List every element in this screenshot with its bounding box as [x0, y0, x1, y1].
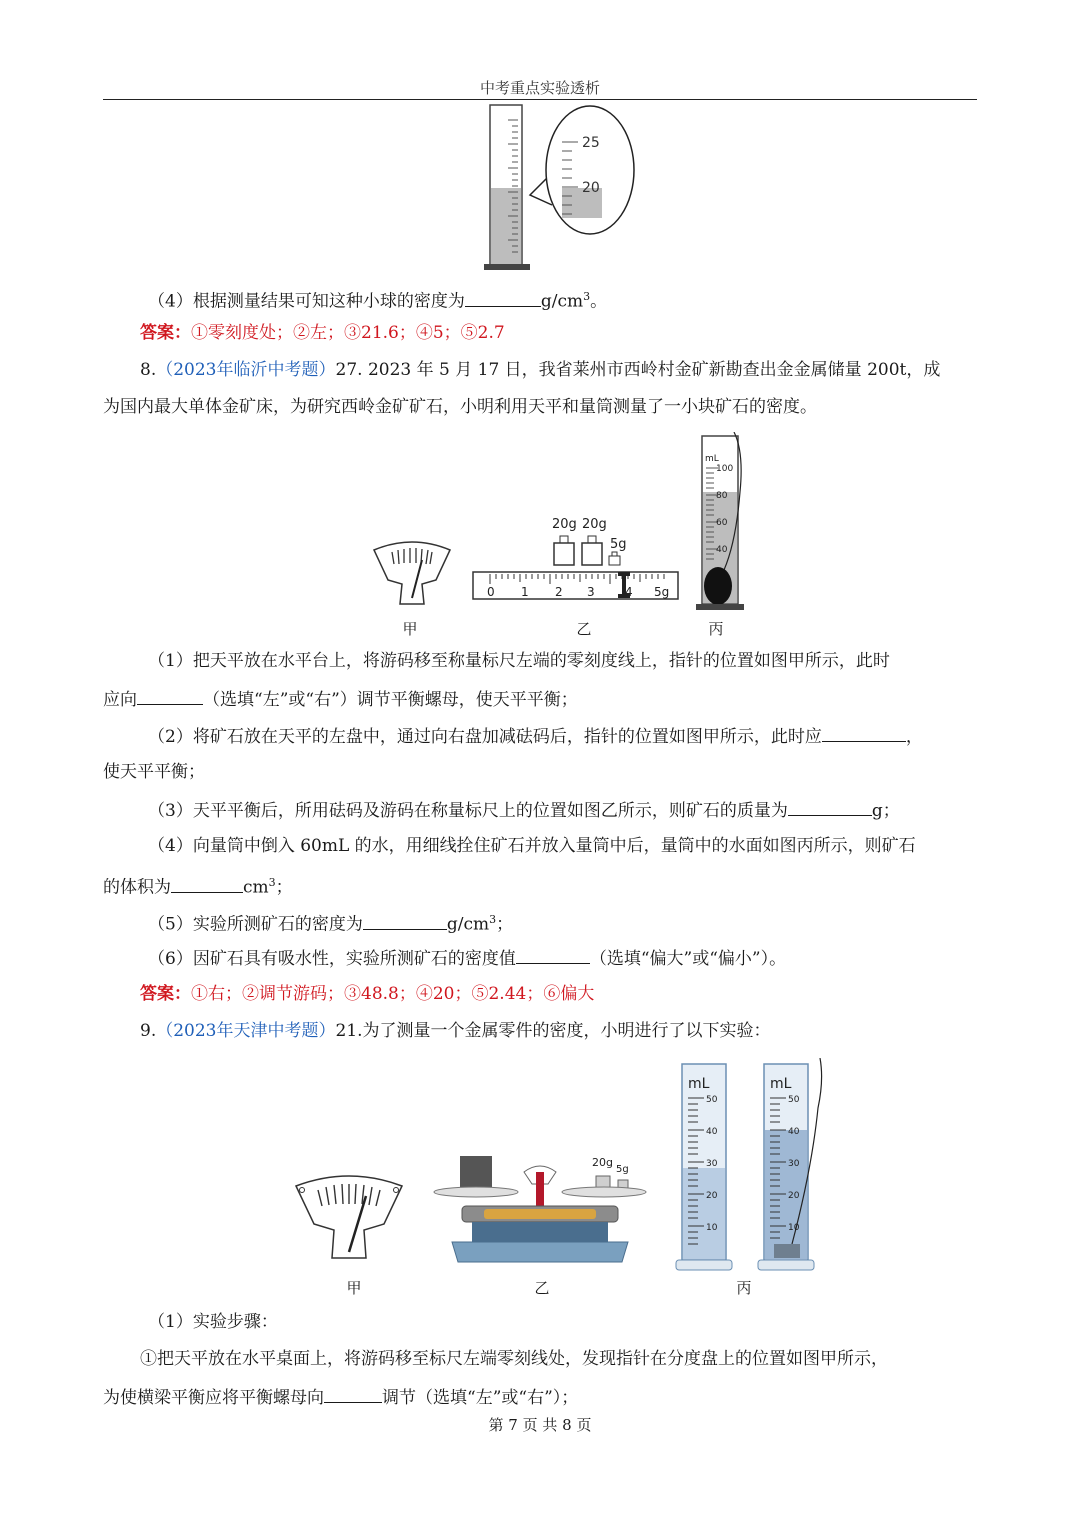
q9-intro: 9.（2023年天津中考题）21.为了测量一个金属零件的密度，小明进行了以下实验： — [140, 1021, 771, 1041]
q8-cyl-label-80: 80 — [716, 491, 728, 501]
q8-part2-blank[interactable] — [822, 723, 906, 742]
q8-part5: （5）实验所测矿石的密度为 $g/cm^3$； — [148, 908, 1028, 937]
q9-cyl1-label-20: 20 — [706, 1191, 718, 1201]
q9-step1-blank[interactable] — [324, 1384, 382, 1403]
q9-step1-line2: 为使横梁平衡应将平衡螺母向 调节（选填“左”或“右”）； — [103, 1384, 983, 1410]
q7-answer-text: ①零刻度处；②左；③21.6；④5；⑤2.7 — [191, 323, 505, 343]
q8-part4-line1: （4）向量筒中倒入 60mL 的水，用细线拴住矿石并放入量筒中后，量筒中的水面如图丙所示，则矿石 — [148, 836, 916, 856]
q8-part2-line2: 使天平平衡； — [103, 762, 205, 782]
q9-weight-label-5g: 5g — [616, 1164, 629, 1175]
q9-balance-figure — [432, 1150, 648, 1270]
q8-scale-label-4: 4 — [625, 585, 633, 599]
q9-metal-part — [460, 1156, 492, 1188]
q8-answer-text: ①右；②调节游码；③48.8；④20；⑤2.44；⑥偏大 — [191, 984, 595, 1004]
q7-part4-unit: g/cm — [540, 291, 584, 312]
q8-cyl-label-100: 100 — [716, 464, 734, 474]
q9-caption-bing: 丙 — [736, 1279, 752, 1297]
q8-part1-line2: 应向 （选填“左”或“右”）调节平衡螺母，使天平平衡； — [103, 686, 983, 712]
q7-zoom-label-25: 25 — [582, 135, 600, 151]
q9-cyl2-unit: mL — [770, 1076, 792, 1092]
q8-weight-20g-b — [582, 536, 602, 565]
q9-cyl2-label-40: 40 — [788, 1127, 800, 1137]
q8-part1-blank[interactable] — [137, 686, 203, 705]
q8-part4-blank[interactable] — [171, 874, 243, 893]
q9-cyl1-unit: mL — [688, 1076, 710, 1092]
q8-weight-label-20g-a: 20g — [552, 517, 577, 532]
page-footer: 第 7 页 共 8 页 — [488, 1416, 592, 1434]
q7-part4: （4）根据测量结果可知这种小球的密度为 $g/cm^3$。 — [148, 285, 1028, 314]
q8-cyl-unit: mL — [705, 454, 719, 464]
q8-weight-label-20g-b: 20g — [582, 517, 607, 532]
page-header-title: 中考重点实验透析 — [479, 79, 600, 97]
q8-weight-20g-a — [554, 536, 574, 565]
q7-cylinder-figure — [470, 100, 650, 275]
q7-part4-blank[interactable] — [465, 288, 541, 307]
q9-cyl1-label-40: 40 — [706, 1127, 718, 1137]
q9-cyl1-label-10: 10 — [706, 1223, 718, 1233]
q8-part6-blank[interactable] — [516, 945, 590, 964]
q9-part1: （1）实验步骤： — [148, 1312, 278, 1332]
q9-cylinders-figure — [672, 1058, 830, 1276]
q8-cyl-label-40: 40 — [716, 545, 728, 555]
q8-weight-5g — [609, 552, 620, 565]
q7-answer-label: 答案： — [140, 323, 191, 343]
q9-caption-yi: 乙 — [534, 1279, 550, 1297]
q8-pointer-dial-figure — [370, 538, 454, 608]
q8-scale-label-1: 1 — [521, 585, 529, 599]
q8-weights-scale-figure — [470, 512, 682, 604]
q8-part5-blank[interactable] — [363, 911, 447, 930]
q8-weight-label-5g: 5g — [610, 537, 627, 552]
q8-scale-label-3: 3 — [587, 585, 595, 599]
q8-source: （2023年临沂中考题） — [156, 360, 336, 380]
q9-caption-jia: 甲 — [346, 1279, 362, 1297]
q8-scale-label-2: 2 — [555, 585, 563, 599]
q9-cyl2-label-20: 20 — [788, 1191, 800, 1201]
q9-pointer-dial-figure — [292, 1172, 406, 1262]
q8-scale-label-5g: 5g — [654, 585, 670, 599]
q9-weight-label-20g: 20g — [592, 1156, 613, 1169]
q8-part3-blank[interactable] — [788, 797, 872, 816]
q7-part4-text: （4）根据测量结果可知这种小球的密度为 — [148, 291, 465, 312]
q8-caption-yi: 乙 — [576, 620, 592, 638]
q9-cyl1-label-30: 30 — [706, 1159, 718, 1169]
q9-step1-line1: ①把天平放在水平桌面上，将游码移至标尺左端零刻线处，发现指针在分度盘上的位置如图甲所示， — [140, 1349, 888, 1369]
q8-answer-label: 答案： — [140, 984, 191, 1004]
q8-intro-line2: 为国内最大单体金矿床，为研究西岭金矿矿石，小明利用天平和量筒测量了一小块矿石的密度。 — [103, 397, 817, 417]
q8-part2-line1: （2）将矿石放在天平的左盘中，通过向右盘加减砝码后，指针的位置如图甲所示，此时应 ， — [148, 723, 1028, 749]
q9-cyl2-label-30: 30 — [788, 1159, 800, 1169]
q7-zoom-label-20: 20 — [582, 180, 600, 196]
q8-caption-bing: 丙 — [708, 620, 724, 638]
q8-caption-jia: 甲 — [402, 620, 418, 638]
q8-part4-line2: 的体积为 $cm^3$； — [103, 871, 983, 900]
q8-scale-label-0: 0 — [487, 585, 495, 599]
q9-cyl1-label-50: 50 — [706, 1095, 718, 1105]
q7-answer — [140, 321, 1020, 345]
q8-cylinder-figure — [694, 432, 750, 614]
q8-intro-line1: 8.（2023年临沂中考题）27. 2023 年 5 月 17 日，我省莱州市西岭村金矿新勘查出金金属储量 200t，成 — [140, 360, 941, 380]
q8-answer — [140, 982, 1020, 1006]
q9-cyl2-label-10: 10 — [788, 1223, 800, 1233]
q8-part1-line1: （1）把天平放在水平台上，将游码移至称量标尺左端的零刻度线上，指针的位置如图甲所示，此时 — [148, 651, 890, 671]
q9-cyl2-label-50: 50 — [788, 1095, 800, 1105]
q8-cyl-label-60: 60 — [716, 518, 728, 528]
q8-part6: （6）因矿石具有吸水性，实验所测矿石的密度值 （选填“偏大”或“偏小”）。 — [148, 945, 1028, 971]
q9-source: （2023年天津中考题） — [156, 1021, 336, 1041]
q8-part3: （3）天平平衡后，所用砝码及游码在称量标尺上的位置如图乙所示，则矿石的质量为 g； — [148, 797, 1028, 823]
